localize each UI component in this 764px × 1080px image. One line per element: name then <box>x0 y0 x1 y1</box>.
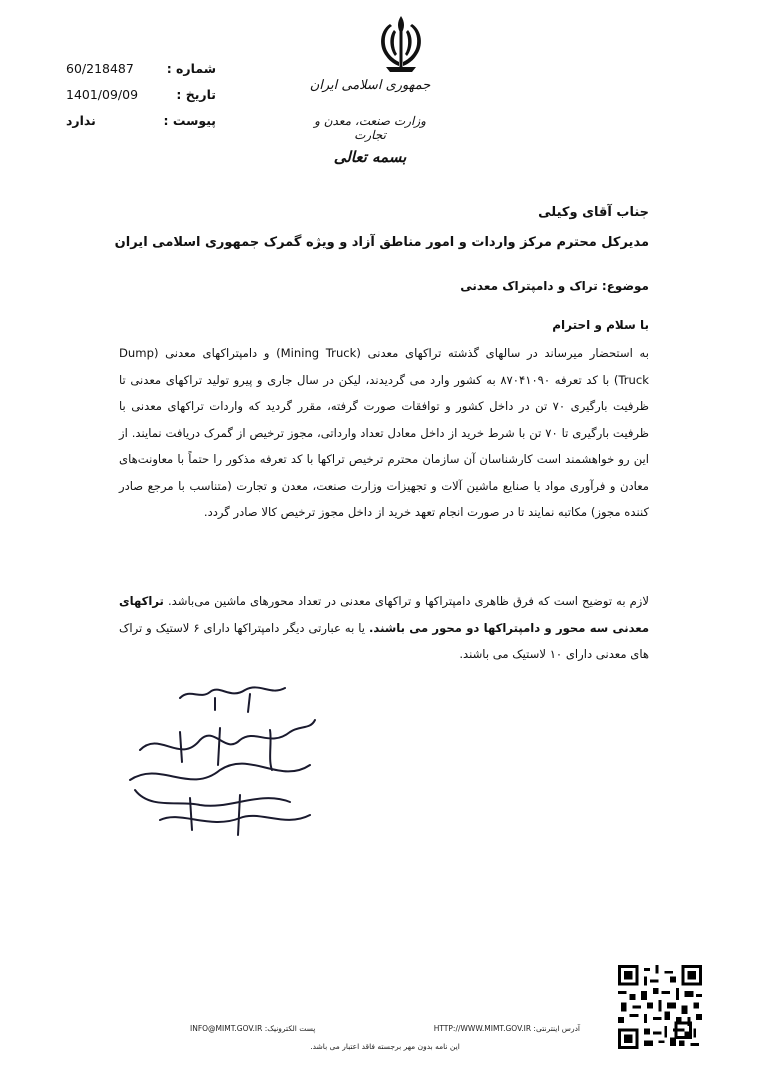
letter-meta <box>66 56 216 134</box>
footer-email: INFO@MIMT.GOV.IR :پست الکترونیک <box>190 1024 316 1033</box>
footer-contact <box>190 1024 580 1033</box>
number-label: شماره : <box>166 61 216 76</box>
date-label: تاریخ : <box>176 87 216 102</box>
qr-code <box>618 965 702 1049</box>
body-paragraph-2 <box>119 588 649 668</box>
ministry-name: وزارت صنعت، معدن و تجارت <box>314 114 426 142</box>
attachment-row <box>66 108 216 134</box>
attachment-label: پیوست : <box>163 113 216 128</box>
greeting: با سلام و احترام <box>552 318 649 332</box>
org-name: جمهوری اسلامی ایران <box>309 78 431 93</box>
recipient-title: مدیرکل محترم مرکز واردات و امور مناطق آزاد و ویژه گمرک جمهوری اسلامی ایران <box>114 235 649 250</box>
footer-website: HTTP://WWW.MIMT.GOV.IR :آدرس اینترنتی <box>433 1024 580 1033</box>
paragraph-2-bold-text: تراکهای معدنی سه محور و دامپتراکها دو محور می باشند. <box>119 594 649 635</box>
iran-emblem-icon <box>368 12 434 78</box>
paragraph-2-text-b: یا به عبارتی دیگر دامپتراکها دارای ۶ لاستیک و تراک های معدنی دارای ۱۰ لاستیک می باشند. <box>119 620 649 661</box>
handwritten-signature <box>120 670 330 840</box>
attachment-value: ندارد <box>66 113 96 128</box>
paragraph-2-text-a: لازم به توضیح است که فرق ظاهری دامپتراکها و تراکهای معدنی در تعداد محورهای ماشین می‌باشد. <box>167 594 649 608</box>
bismillah: بسمه تعالی <box>333 148 407 166</box>
date-row <box>66 82 216 108</box>
number-row <box>66 56 216 82</box>
footer-note: این نامه بدون مهر برجسته فاقد اعتبار می باشد. <box>310 1042 460 1051</box>
number-value: 60/218487 <box>66 61 134 76</box>
letter-subject: موضوع: تراک و دامپتراک معدنی <box>460 279 649 293</box>
recipient-name: جناب آقای وکیلی <box>538 205 649 220</box>
date-value: 1401/09/09 <box>66 87 139 102</box>
body-paragraph-1: به استحضار میرساند در سالهای گذشته تراکهای معدنی (Mining Truck) و دامپتراکهای معدنی (Dump Truck) با کد تعرفه ۸۷۰۴۱۰۹۰ به کشور وارد می گردیدند، لیکن در سال جاری و پیرو تولید تراکهای معدنی تا ظرفیت بارگیری ۷۰ تن در داخل کشور و توافقات صورت گرفته، مقرر گردید که واردات تراکهای معدنی با ظرفیت بارگیری تا ۷۰ تن با شرط خرید از داخل معادل تعداد وارداتی، مجوز ترخیص از گمرک دریافت نمایند. از این رو خواهشمند است کارشناسان آن سازمان محترم ترخیص تراکها با کد تعرفه مذکور را حتماً با معاونت‌های معادن و فرآوری مواد یا صنایع ماشین آلات و تجهیزات وزارت صنعت، معدن و تجارت (متناسب با مرجع صادر کننده مجوز) مکاتبه نمایند تا در صورت انجام تعهد خرید از داخل مجوز ترخیص کالا صادر گردد. <box>119 346 649 519</box>
